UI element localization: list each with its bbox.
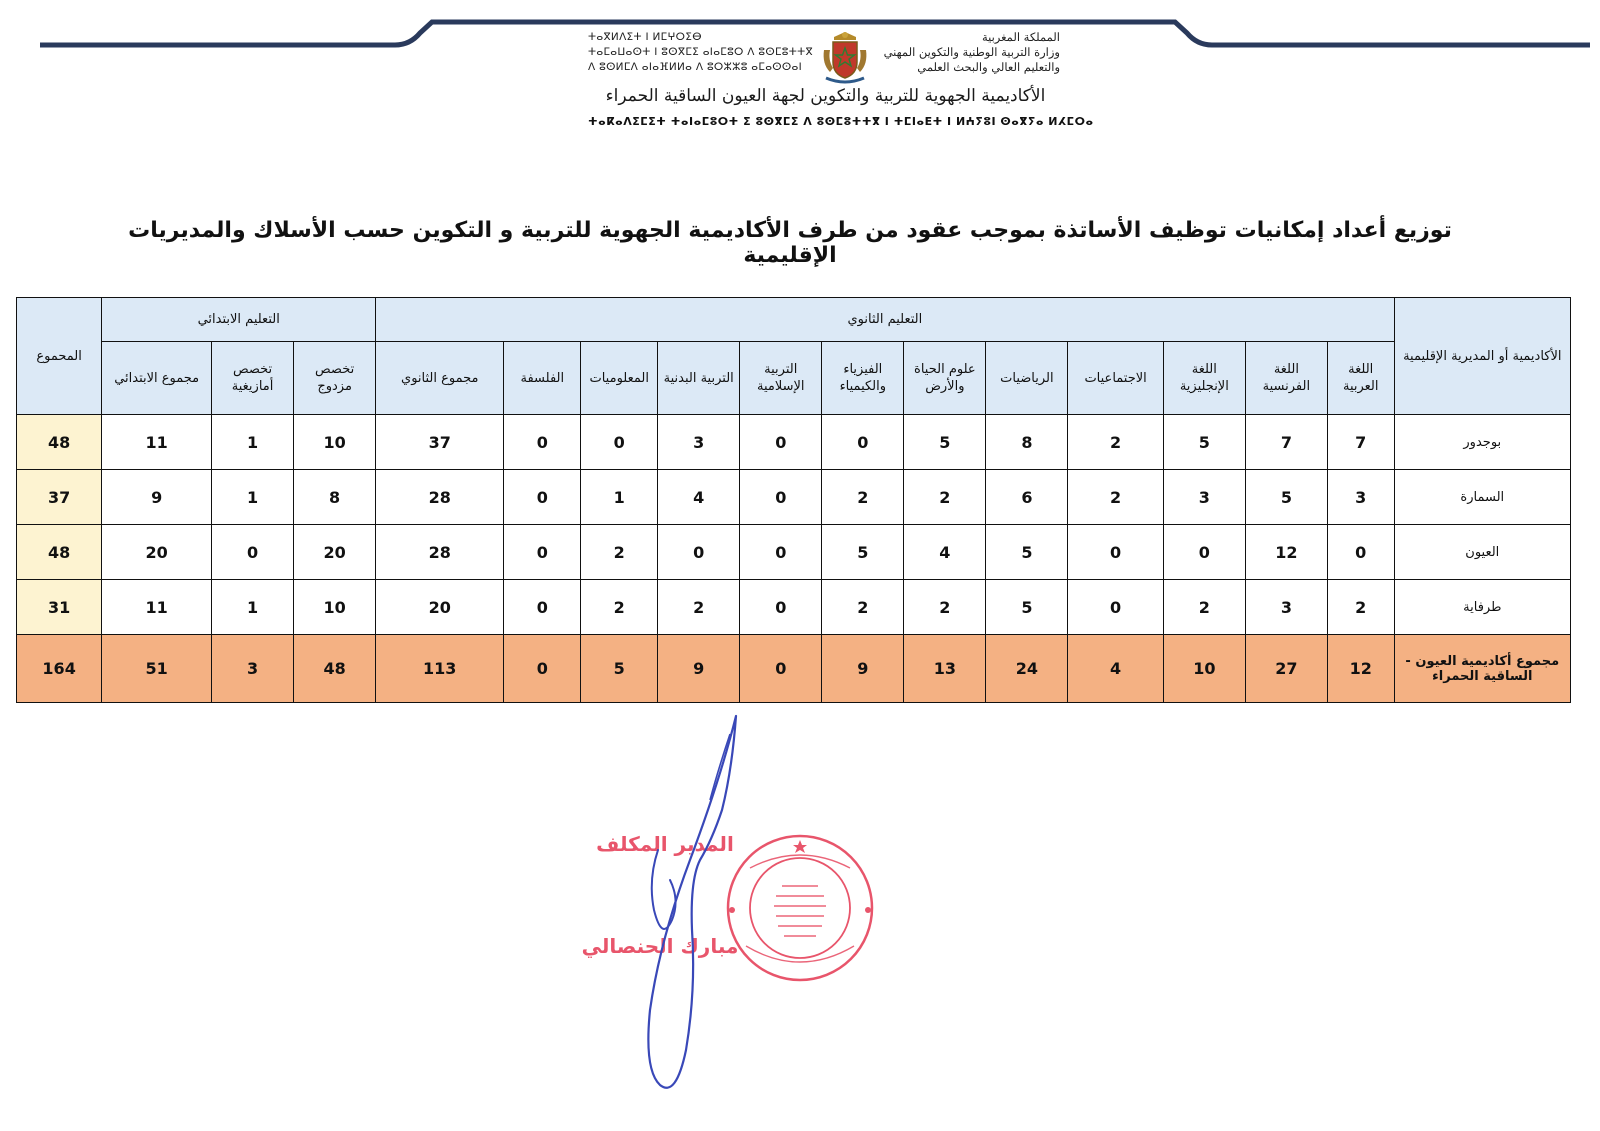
column-header: الفلسفة xyxy=(504,342,581,415)
secondary-total-cell: 28 xyxy=(376,470,504,525)
table-cell: 0 xyxy=(740,470,822,525)
table-cell: 2 xyxy=(1163,580,1245,635)
tifinagh-line: ⵜⴰⵎⴰⵡⴰⵙⵜ ⵏ ⵓⵙⴳⵎⵉ ⴰⵏⴰⵎⵓⵔ ⴷ ⵓⵙⵎⵓⵜⵜⴳ xyxy=(588,46,813,58)
table-cell: 10 xyxy=(1163,635,1245,703)
table-cell: 2 xyxy=(1068,470,1163,525)
academy-name-tifinagh: ⵜⴰⴽⴰⴷⵉⵎⵉⵜ ⵜⴰⵏⴰⵎⵓⵔⵜ ⵉ ⵓⵙⴳⵎⵉ ⴷ ⵓⵙⵎⵓⵜⵜⴳ ⵏ ⵜⵎⵏⴰⴹⵜ ⵏ ⵍⵄⵢⵓⵏ ⵙⴰⴳⵢⴰ ⵍⵃⵎⵔⴰ xyxy=(588,115,1094,128)
table-cell: 12 xyxy=(1327,635,1394,703)
table-cell: 20 xyxy=(294,525,376,580)
table-cell: 0 xyxy=(740,580,822,635)
grand-total-cell: 48 xyxy=(17,415,102,470)
table-cell: 24 xyxy=(986,635,1068,703)
column-header: مجموع الثانوي xyxy=(376,342,504,415)
table-cell: 5 xyxy=(581,635,658,703)
column-header: اللغة الفرنسية xyxy=(1245,342,1327,415)
table-cell: 10 xyxy=(294,580,376,635)
table-cell: 2 xyxy=(1327,580,1394,635)
corner-header: الأكاديمية أو المديرية الإقليمية xyxy=(1394,298,1570,415)
secondary-total-cell: 28 xyxy=(376,525,504,580)
table-row xyxy=(17,525,1571,580)
table-cell: 1 xyxy=(212,580,294,635)
table-row xyxy=(17,470,1571,525)
table-cell: 0 xyxy=(1163,525,1245,580)
column-header: الاجتماعيات xyxy=(1068,342,1163,415)
table-cell: 0 xyxy=(504,525,581,580)
table-cell: 3 xyxy=(1245,580,1327,635)
column-header: تخصص مزدوج xyxy=(294,342,376,415)
table-cell: 2 xyxy=(904,580,986,635)
primary-total-cell: 11 xyxy=(102,580,212,635)
table-cell: 9 xyxy=(822,635,904,703)
column-header: التربية البدنية xyxy=(658,342,740,415)
signatory-name: مبارك الحنصالي xyxy=(581,934,739,958)
column-header: المعلوميات xyxy=(581,342,658,415)
table-cell: 3 xyxy=(658,415,740,470)
table-cell: 5 xyxy=(986,525,1068,580)
academy-name-arabic: الأكاديمية الجهوية للتربية والتكوين لجهة العيون الساقية الحمراء xyxy=(605,86,1046,106)
signatory-title: المدير المكلف xyxy=(596,832,734,856)
table-row xyxy=(17,580,1571,635)
table-cell: 12 xyxy=(1245,525,1327,580)
grand-total-cell: 48 xyxy=(17,525,102,580)
table-cell: 10 xyxy=(294,415,376,470)
table-cell: 3 xyxy=(1327,470,1394,525)
directorate-name: العيون xyxy=(1394,525,1570,580)
grand-total-cell: 37 xyxy=(17,470,102,525)
tifinagh-header xyxy=(588,30,820,75)
arabic-header-line: والتعليم العالي والبحث العلمي xyxy=(917,60,1060,74)
tifinagh-line: ⴷ ⵓⵙⵍⵎⴷ ⴰⵏⴰⴼⵍⵍⴰ ⴷ ⵓⵔⵣⵣⵓ ⴰⵎⴰⵙⵙⴰⵏ xyxy=(588,61,803,73)
academy-total-label: مجموع أكاديمية العيون - الساقية الحمراء xyxy=(1394,635,1570,703)
table-cell: 0 xyxy=(1327,525,1394,580)
table-cell: 0 xyxy=(1068,580,1163,635)
primary-total-cell: 11 xyxy=(102,415,212,470)
document-title: توزيع أعداد إمكانيات توظيف الأساتذة بموجب عقود من طرف الأكاديمية الجهوية للتربية و التكوين حسب الأسلاك والمديريات الإقليمية xyxy=(128,218,1452,268)
table-cell: 8 xyxy=(986,415,1068,470)
table-cell: 5 xyxy=(904,415,986,470)
column-header: علوم الحياة والأرض xyxy=(904,342,986,415)
handwritten-signature-icon xyxy=(600,710,800,1110)
table-cell: 0 xyxy=(740,525,822,580)
grand-total-cell: 164 xyxy=(17,635,102,703)
table-cell: 5 xyxy=(822,525,904,580)
directorate-name: السمارة xyxy=(1394,470,1570,525)
grand-total-cell: 31 xyxy=(17,580,102,635)
table-cell: 1 xyxy=(212,470,294,525)
table-cell: 0 xyxy=(581,415,658,470)
column-header: اللغة العربية xyxy=(1327,342,1394,415)
table-cell: 2 xyxy=(581,525,658,580)
column-header: تخصص أمازيغية xyxy=(212,342,294,415)
table-cell: 2 xyxy=(658,580,740,635)
total-header: المحموع xyxy=(17,298,102,415)
primary-group-header: التعليم الابتدائي xyxy=(102,298,376,342)
primary-total-cell: 20 xyxy=(102,525,212,580)
table-cell: 0 xyxy=(658,525,740,580)
secondary-group-header: التعليم الثانوي xyxy=(376,298,1394,342)
arabic-header xyxy=(850,30,1060,75)
table-cell: 0 xyxy=(1068,525,1163,580)
table-cell: 27 xyxy=(1245,635,1327,703)
table-cell: 0 xyxy=(504,635,581,703)
table-cell: 3 xyxy=(1163,470,1245,525)
table-cell: 2 xyxy=(1068,415,1163,470)
table-cell: 0 xyxy=(504,580,581,635)
arabic-header-line: وزارة التربية الوطنية والتكوين المهني xyxy=(883,45,1060,59)
column-header: التربية الإسلامية xyxy=(740,342,822,415)
column-header: مجموع الابتدائي xyxy=(102,342,212,415)
table-cell: 13 xyxy=(904,635,986,703)
primary-total-cell: 9 xyxy=(102,470,212,525)
column-header: الفيزياء والكيمياء xyxy=(822,342,904,415)
directorate-name: طرفاية xyxy=(1394,580,1570,635)
table-cell: 0 xyxy=(740,415,822,470)
arabic-header-line: المملكة المغربية xyxy=(981,30,1060,44)
table-row xyxy=(17,415,1571,470)
tifinagh-line: ⵜⴰⴳⵍⴷⵉⵜ ⵏ ⵍⵎⵖⵔⵉⴱ xyxy=(588,31,702,43)
table-cell: 2 xyxy=(581,580,658,635)
table-cell: 7 xyxy=(1327,415,1394,470)
table-cell: 7 xyxy=(1245,415,1327,470)
table-cell: 4 xyxy=(904,525,986,580)
table-cell: 0 xyxy=(740,635,822,703)
secondary-total-cell: 20 xyxy=(376,580,504,635)
table-cell: 0 xyxy=(504,470,581,525)
table-cell: 0 xyxy=(212,525,294,580)
table-cell: 5 xyxy=(1163,415,1245,470)
table-cell: 5 xyxy=(1245,470,1327,525)
table-cell: 4 xyxy=(1068,635,1163,703)
table-cell: 0 xyxy=(822,415,904,470)
primary-total-cell: 51 xyxy=(102,635,212,703)
academy-total-row xyxy=(17,635,1571,703)
table-cell: 3 xyxy=(212,635,294,703)
table-cell: 6 xyxy=(986,470,1068,525)
table-cell: 1 xyxy=(212,415,294,470)
column-header: الرياضيات xyxy=(986,342,1068,415)
table-cell: 1 xyxy=(581,470,658,525)
secondary-total-cell: 37 xyxy=(376,415,504,470)
directorate-name: بوجدور xyxy=(1394,415,1570,470)
secondary-total-cell: 113 xyxy=(376,635,504,703)
table-cell: 2 xyxy=(904,470,986,525)
table-cell: 5 xyxy=(986,580,1068,635)
distribution-table xyxy=(16,297,1571,703)
table-cell: 9 xyxy=(658,635,740,703)
table-cell: 4 xyxy=(658,470,740,525)
table-cell: 2 xyxy=(822,580,904,635)
table-cell: 2 xyxy=(822,470,904,525)
table-cell: 0 xyxy=(504,415,581,470)
table-cell: 48 xyxy=(294,635,376,703)
table-cell: 8 xyxy=(294,470,376,525)
column-header: اللغة الإنجليزية xyxy=(1163,342,1245,415)
